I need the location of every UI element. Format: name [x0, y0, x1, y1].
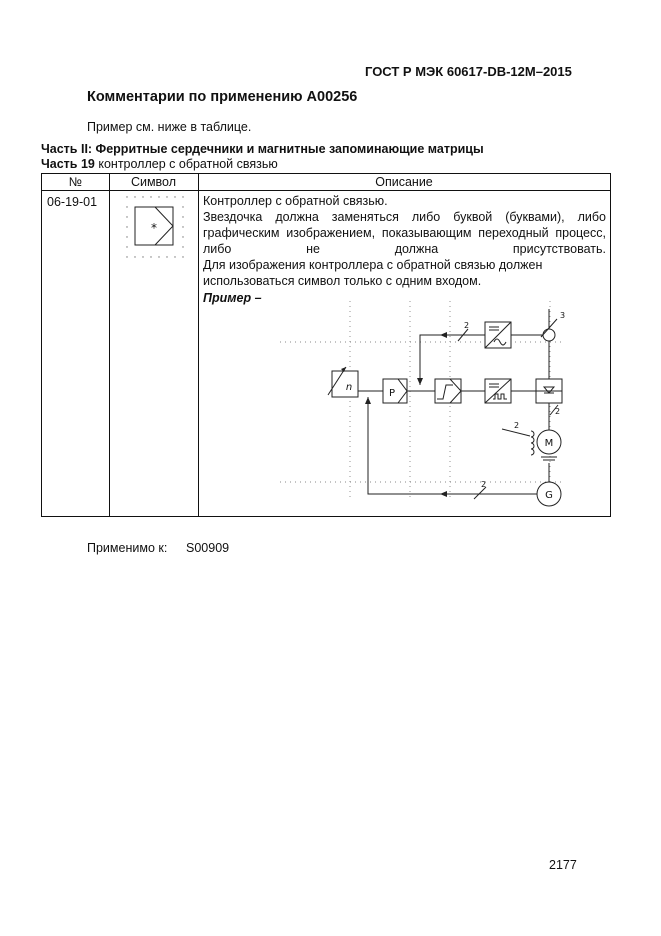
column-header-description: Описание: [375, 175, 433, 189]
feedback-mark-2: 2: [481, 480, 487, 489]
connections: [358, 309, 561, 499]
feedback-controller-symbol: [117, 188, 197, 262]
column-header-number: №: [68, 175, 83, 189]
transient-block: [435, 379, 461, 403]
column-divider: [109, 174, 110, 516]
symbol-asterisk: *: [151, 221, 157, 235]
supply-node: [541, 311, 565, 341]
direction-arrows: [365, 332, 447, 497]
example-circuit-diagram: [280, 301, 570, 511]
phase-count-3: 3: [560, 311, 566, 320]
document-id-header: ГОСТ Р МЭК 60617-DB-12M–2015: [365, 64, 572, 79]
applies-to-code: S00909: [186, 541, 230, 555]
pulse-converter-block: [485, 379, 511, 403]
applies-to-label: Применимо к:: [87, 541, 168, 555]
description-cell: [203, 193, 606, 306]
description-paragraph-1: Контроллер с обратной связью.: [203, 194, 388, 208]
line-mark-2: 2: [464, 321, 470, 330]
page-number: 2177: [549, 858, 577, 872]
p-label: P: [388, 388, 396, 399]
rectifier-block: [536, 379, 562, 403]
part-title: Часть II: Ферритные сердечники и магнитные запоминающие матрицы: [41, 142, 484, 156]
column-header-symbol: Символ: [130, 175, 177, 189]
ac-converter-block: [485, 322, 511, 348]
field-winding: [502, 421, 534, 455]
motor-feed-mark-2: 2: [555, 407, 561, 416]
feedback-indicator: [155, 207, 173, 245]
sub-part-title: контроллер с обратной связью: [98, 157, 278, 171]
column-divider: [198, 174, 199, 516]
example-note: Пример см. ниже в таблице.: [87, 120, 252, 134]
section-title: Комментарии по применению A00256: [87, 89, 358, 105]
generator: [537, 482, 561, 506]
example-label: Пример –: [203, 291, 262, 305]
sub-part-heading: [41, 157, 278, 171]
n-label: n: [345, 382, 353, 393]
winding-mark-2: 2: [514, 421, 520, 430]
motor: [537, 430, 561, 460]
generator-label: G: [545, 490, 553, 501]
motor-label: M: [544, 438, 554, 449]
symbol-table: [41, 173, 611, 517]
n-block: [328, 367, 358, 397]
grid-guides: [280, 301, 562, 497]
description-paragraph-2: Звездочка должна заменяться либо буквой (буквами), либо графическим изображением, показывающим переходный процесс, либо не должна присутствовать.: [203, 210, 606, 256]
p-block: [383, 379, 407, 403]
description-paragraph-3: Для изображения контроллера с обратной связью должен использоваться символ только с одним входом.: [203, 258, 543, 288]
symbol-code: 06-19-01: [47, 195, 98, 209]
sub-part-number: Часть 19: [41, 157, 95, 171]
